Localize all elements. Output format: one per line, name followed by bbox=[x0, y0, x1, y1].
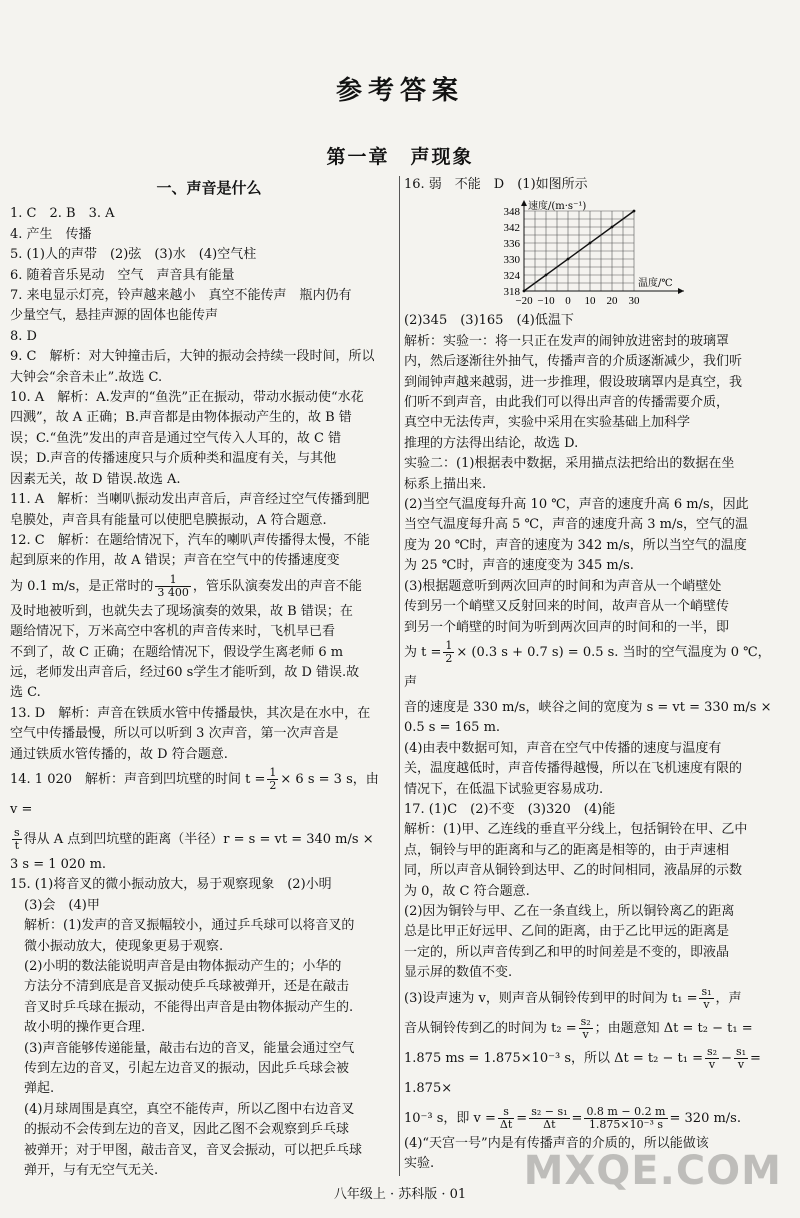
fraction-numerator: s₁ bbox=[701, 984, 712, 998]
x-tick-label: 10 bbox=[584, 295, 596, 308]
fraction-denominator: v bbox=[582, 1027, 589, 1041]
answer-line: 传到另一个峭壁又反射回来的时间，故声音从一个峭壁传 bbox=[404, 599, 730, 615]
fraction bbox=[443, 640, 454, 665]
answer-line: 弹开，与有无空气无关. bbox=[24, 1163, 159, 1179]
fraction-denominator: v bbox=[708, 1057, 716, 1071]
answer-line: 传到左边的音叉，引起左边音叉的振动，因此乒乓球会被 bbox=[24, 1061, 350, 1077]
answer-line: 到闹钟声越来越弱，进一步推理，假设玻璃罩内是真空，我 bbox=[404, 374, 743, 390]
fraction bbox=[584, 1106, 667, 1131]
answer-line: 通过铁质水管传播的，故 D 符合题意. bbox=[10, 746, 228, 762]
answer-line: 8. D bbox=[10, 328, 37, 344]
answer-line: (3)会 (4)甲 bbox=[24, 897, 100, 913]
answer-line: 及时地被听到，也就失去了现场演奏的效果，故 B 错误；在 bbox=[10, 603, 353, 619]
answer-line: 真空中无法传声，实验中采用在实验基础上加科学 bbox=[404, 415, 691, 431]
x-tick-label: 20 bbox=[606, 295, 618, 308]
answer-line: 音叉时乒乓球在振动，不能得出声音是由物体振动产生的. bbox=[24, 999, 354, 1015]
answer-line: 大钟会“余音未止”.故选 C. bbox=[10, 369, 163, 385]
answer-line: 情况下，在低温下试验更容易成功. bbox=[404, 781, 604, 797]
answer-line: 推理的方法得出结论，故选 D. bbox=[404, 435, 579, 451]
answer-line: 们听不到声音，由此我们可以得出声音的传播需要介质， bbox=[404, 395, 730, 411]
answer-line bbox=[10, 825, 388, 855]
fraction-denominator: 2 bbox=[445, 651, 453, 665]
answer-line: (4)由表中数据可知，声音在空气中传播的速度与温度有 bbox=[404, 740, 722, 756]
answer-line: 不到了，故 C 正确；在题给情况下，假设学生离老师 6 m bbox=[10, 644, 344, 660]
text: 为 t = bbox=[404, 644, 442, 660]
answer-line: 1. C 2. B 3. A bbox=[10, 206, 115, 222]
answer-line bbox=[10, 765, 388, 825]
y-axis-arrow bbox=[521, 200, 527, 206]
answer-line: (2)当空气温度每升高 10 ℃，声音的速度升高 6 m/s，因此 bbox=[404, 497, 749, 513]
answer-line: 同，所以声音从铜铃到达甲、乙的时间相同，液晶屏的示数 bbox=[404, 863, 743, 879]
y-tick-label: 348 bbox=[503, 206, 520, 219]
answer-line: 起到原来的作用，故 A 错误；声音在空气中的传播速度变 bbox=[10, 553, 340, 569]
answer-line bbox=[10, 572, 388, 602]
answer-line: 实验. bbox=[404, 1156, 435, 1171]
answer-line: 度为 20 ℃时，声音的速度为 342 m/s，所以当空气的温度 bbox=[404, 537, 747, 553]
answer-line: 3 s = 1 020 m. bbox=[10, 856, 107, 872]
fraction-numerator: s bbox=[498, 1106, 514, 1119]
y-tick-label: 324 bbox=[503, 270, 520, 283]
answer-line: 选 C. bbox=[10, 685, 41, 701]
fraction-denominator: Δt bbox=[499, 1117, 513, 1131]
x-axis-label: 温度/℃ bbox=[638, 278, 673, 290]
answer-line: 音的速度是 330 m/s，峡谷之间的宽度为 s = vt = 330 m/s × bbox=[404, 699, 772, 715]
answer-line bbox=[404, 1044, 782, 1104]
answer-line: 误；D.声音的传播速度只与介质种类和温度有关，与其他 bbox=[10, 451, 337, 467]
fraction-numerator: 1 bbox=[269, 765, 277, 779]
answer-line: 误；C.“鱼洗”发出的声音是通过空气传入人耳的，故 C 错 bbox=[10, 430, 342, 446]
answer-line: (4)月球周围是真空，真空不能传声，所以乙图中右边音叉 bbox=[24, 1101, 355, 1117]
x-tick-label: 30 bbox=[628, 295, 640, 308]
x-tick-label: −20 bbox=[515, 295, 533, 308]
text: 得从 A 点到凹坑壁的距离（半径）r = s = vt = 340 m/s × bbox=[23, 831, 374, 847]
answer-line: 5. (1)人的声带 (2)弦 (3)水 (4)空气柱 bbox=[10, 247, 257, 263]
answer-line: 远，老师发出声音后，经过60 s学生才能听到，故 D 错误.故 bbox=[10, 664, 360, 680]
x-axis-arrow bbox=[678, 288, 684, 294]
answer-line bbox=[404, 1014, 782, 1044]
text: ，管乐队演奏发出的声音不能 bbox=[192, 578, 362, 594]
fraction bbox=[529, 1106, 569, 1131]
text: 为 0.1 m/s，是正常时的 bbox=[10, 578, 154, 594]
answer-line: (2)因为铜铃与甲、乙在一条直线上，所以铜铃离乙的距离 bbox=[404, 903, 735, 919]
text: (3)设声速为 v，则声音从铜铃传到甲的时间为 t₁ = bbox=[404, 990, 698, 1006]
fraction-denominator: t bbox=[14, 838, 20, 852]
answer-line: 9. C 解析：对大钟撞击后，大钟的振动会持续一段时间，所以 bbox=[10, 349, 375, 365]
y-tick-label: 342 bbox=[503, 222, 520, 235]
answer-line: 12. C 解析：在题给情况下，汽车的喇叭声传播得太慢，不能 bbox=[10, 532, 370, 548]
answer-line: 实验二：(1)根据表中数据，采用描点法把给出的数据在坐 bbox=[404, 456, 735, 472]
text: 1.875 ms = 1.875×10⁻³ s，所以 Δt = t₂ − t₁ = bbox=[404, 1050, 703, 1066]
fraction bbox=[498, 1106, 514, 1131]
answer-line: 微小振动放大，使现象更易于观察. bbox=[24, 938, 224, 954]
answer-line: (3)声音能够传递能量，敲击右边的音叉，能量会通过空气 bbox=[24, 1040, 355, 1056]
y-axis-label: 速度/(m·s⁻¹) bbox=[528, 201, 587, 213]
answer-line: 4. 产生 传播 bbox=[10, 226, 92, 242]
answer-line: 被弹开；对于甲图，敲击音叉，音叉会振动，可以把乒乓球 bbox=[24, 1142, 363, 1158]
data-point bbox=[611, 226, 614, 229]
watermark: MXQE.COM bbox=[523, 1148, 782, 1194]
fraction-numerator: 1 bbox=[155, 574, 191, 587]
answer-line bbox=[404, 638, 782, 698]
answer-line: 少量空气，悬挂声源的固体也能传声 bbox=[10, 308, 219, 324]
answer-line: 方法分不清到底是音叉振动使乒乓球被弹开，还是在敲击 bbox=[24, 979, 350, 995]
fraction-numerator: s₂ − s₁ bbox=[531, 1104, 568, 1118]
fraction-denominator: v bbox=[737, 1057, 745, 1071]
fraction-denominator: v bbox=[703, 997, 710, 1011]
y-tick-label: 330 bbox=[503, 254, 520, 267]
column-divider bbox=[399, 176, 400, 1176]
text: 14. 1 020 解析：声音到凹坑壁的时间 t = bbox=[10, 771, 266, 787]
answer-line: 当空气温度每升高 5 ℃，声音的速度升高 3 m/s，空气的温 bbox=[404, 517, 748, 533]
answer-line: 空气中传播最慢，所以可以听到 3 次声音，第一次声音是 bbox=[10, 726, 339, 742]
data-point bbox=[633, 210, 636, 213]
answer-line: 显示屏的数值不变. bbox=[404, 965, 513, 981]
answer-line: 7. 来电显示灯亮，铃声越来越小 真空不能传声 瓶内仍有 bbox=[10, 288, 352, 304]
fraction-numerator: s₁ bbox=[735, 1044, 747, 1058]
answer-line: 解析：(1)甲、乙连线的垂直平分线上，包括铜铃在甲、乙中 bbox=[404, 822, 748, 838]
fraction bbox=[699, 986, 713, 1011]
answer-line bbox=[404, 984, 782, 1014]
answer-line: 四溅”，故 A 正确；B.声音都是由物体振动产生的，故 B 错 bbox=[10, 410, 352, 426]
answer-line: 点，铜铃与甲的距离和与乙的距离是相等的，由于声速相 bbox=[404, 842, 730, 858]
data-point bbox=[545, 274, 548, 277]
answer-line: 弹起. bbox=[24, 1081, 55, 1097]
answer-line: 15. (1)将音叉的微小振动放大，易于观察现象 (2)小明 bbox=[10, 877, 332, 893]
section-heading: 一、声音是什么 bbox=[156, 179, 262, 197]
answer-line: 为 0，故 C 符合题意. bbox=[404, 883, 530, 899]
fraction-denominator: 2 bbox=[269, 778, 277, 792]
answer-line: 到另一个峭壁的时间为听到两次回声的时间和的一半，即 bbox=[404, 619, 730, 635]
answer-line: 17. (1)C (2)不变 (3)320 (4)能 bbox=[404, 801, 616, 817]
answer-line: 16. 弱 不能 D (1)如图所示 bbox=[404, 177, 588, 192]
fraction bbox=[155, 574, 191, 599]
answer-line: 故小明的操作更合理. bbox=[24, 1020, 146, 1036]
fraction bbox=[12, 827, 22, 852]
answer-line: 的振动不会传到左边的音叉，因此乙图不会观察到乒乓球 bbox=[24, 1122, 350, 1138]
answer-line: (3)根据题意听到两次回声的时间和为声音从一个峭壁处 bbox=[404, 578, 722, 594]
answer-line: 因素无关，故 D 错误.故选 A. bbox=[10, 471, 181, 487]
answer-line: 皂膜处，声音具有能量可以使肥皂膜振动，A 符合题意. bbox=[10, 512, 327, 528]
fraction-denominator: 1.875×10⁻³ s bbox=[588, 1117, 663, 1131]
x-tick-label: 0 bbox=[565, 295, 571, 308]
fraction bbox=[705, 1046, 719, 1071]
answer-line: 解析：(1)发声的音叉振幅较小，通过乒乓球可以将音叉的 bbox=[24, 918, 355, 934]
speed-temperature-chart bbox=[484, 199, 714, 307]
text: − bbox=[721, 1050, 732, 1066]
text: 10⁻³ s，即 v = bbox=[404, 1110, 496, 1126]
data-point bbox=[589, 242, 592, 245]
answer-line: 6. 随着音乐晃动 空气 声音具有能量 bbox=[10, 267, 235, 283]
text: = 320 m/s. bbox=[669, 1110, 741, 1126]
answer-line: 题给情况下，万米高空中客机的声音传来时，飞机早已看 bbox=[10, 624, 336, 640]
page-footer: 八年级上 · 苏科版 · 01 bbox=[333, 1187, 467, 1202]
answer-line: 解析：实验一：将一只正在发声的闹钟放进密封的玻璃罩 bbox=[404, 333, 730, 349]
answer-line: 0.5 s = 165 m. bbox=[404, 720, 501, 736]
fraction-numerator: 0.8 m − 0.2 m bbox=[586, 1104, 666, 1118]
fraction bbox=[579, 1016, 593, 1041]
text: ；由题意知 Δt = t₂ − t₁ = bbox=[594, 1020, 753, 1036]
fraction-denominator: 3 400 bbox=[157, 585, 189, 599]
left-column bbox=[10, 178, 388, 1181]
answer-line: 为 25 ℃时，声音的速度变为 345 m/s. bbox=[404, 558, 634, 574]
answer-line: 关，温度越低时，声音传播得越慢，所以在飞机速度有限的 bbox=[404, 761, 743, 777]
data-point bbox=[567, 258, 570, 261]
right-column bbox=[404, 175, 782, 1174]
text: = bbox=[571, 1110, 583, 1126]
text: ，声 bbox=[715, 990, 742, 1006]
fraction-numerator: s bbox=[14, 825, 20, 839]
answer-line: 13. D 解析：声音在铁质水管中传播最快，其次是在水中，在 bbox=[10, 705, 371, 721]
data-point bbox=[523, 290, 526, 293]
chart-svg bbox=[484, 199, 714, 307]
answer-line: (2)小明的数法能说明声音是由物体振动产生的；小华的 bbox=[24, 959, 342, 974]
answer-line: 10. A 解析：A.发声的“鱼洗”正在振动，带动水振动使“水花 bbox=[10, 390, 364, 406]
fraction bbox=[734, 1046, 748, 1071]
text: 音从铜铃传到乙的时间为 t₂ = bbox=[404, 1020, 577, 1036]
text: = 1.875× bbox=[404, 1050, 761, 1096]
answer-line: (2)345 (3)165 (4)低温下 bbox=[404, 313, 574, 329]
text: × (0.3 s + 0.7 s) = 0.5 s. 当时的空气温度为 0 ℃，声 bbox=[404, 644, 771, 690]
chapter-title: 第一章 声现象 bbox=[326, 146, 474, 168]
answer-line: 内，然后逐渐往外抽气，传播声音的介质逐渐减少，我们听 bbox=[404, 354, 743, 370]
y-tick-label: 318 bbox=[503, 286, 520, 299]
answer-line: 标系上描出来. bbox=[404, 476, 487, 492]
answer-line: 一定的，所以声音传到乙和甲的时间差是不变的，即液晶 bbox=[404, 944, 730, 960]
answer-line: 11. A 解析：当喇叭振动发出声音后，声音经过空气传播到肥 bbox=[10, 492, 370, 508]
answer-line: 总是比甲正好远甲、乙间的距离，由于乙比甲远的距离是 bbox=[404, 924, 730, 940]
fraction-numerator: s₂ bbox=[580, 1014, 591, 1028]
text: × 6 s = 3 s，由 v = bbox=[10, 771, 379, 817]
fraction bbox=[267, 767, 278, 792]
fraction-numerator: s₂ bbox=[707, 1044, 718, 1058]
page-title: 参考答案 bbox=[335, 76, 464, 106]
text: = bbox=[516, 1110, 528, 1126]
answer-line: (4)“天宫一号”内是有传播声音的介质的，所以能做该 bbox=[404, 1135, 709, 1151]
fraction-denominator: Δt bbox=[543, 1117, 556, 1131]
answer-line bbox=[404, 1104, 782, 1134]
fraction-numerator: 1 bbox=[445, 638, 453, 652]
x-tick-label: −10 bbox=[537, 295, 555, 308]
y-tick-label: 336 bbox=[503, 238, 520, 251]
